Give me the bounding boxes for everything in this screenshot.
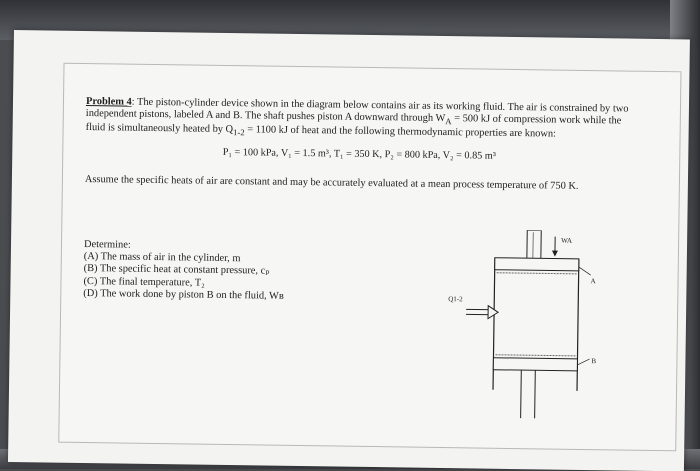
determine-item-b: (B) The specific heat at constant pressure, cₚ: [84, 263, 384, 279]
heat-label: Q1-2: [448, 295, 463, 303]
determine-title: Determine:: [84, 239, 384, 255]
problem-intro: : The piston-cylinder device shown in the diagram below contains air as its working fluid. The air is constrained by two independent pistons, labeled A and B. The shaft pushes piston A downward through W: [86, 97, 629, 124]
piston-b-gas-line: [496, 355, 576, 356]
problem-frame: [58, 63, 681, 452]
problem-text: [85, 96, 634, 193]
known-properties: P₁ = 100 kPa, V₁ = 1.5 m³, T₁ = 350 K, P₂ = 800 kPa, V₂ = 0.85 m³: [85, 145, 633, 164]
problem-paragraph: [86, 96, 635, 145]
problem-intro-c: = 1100 kJ of heat and the following thermodynamic properties are known:: [245, 124, 556, 139]
shaft-b-right: [535, 370, 536, 418]
assumption-text: Assume the specific heats of air are constant and may be accurately evaluated at a mean process temperature of 750 K.: [85, 174, 633, 193]
piston-b: [493, 358, 577, 371]
piston-a-gas-line: [497, 273, 577, 274]
determine-list: [83, 239, 384, 304]
piston-cylinder-diagram: [445, 229, 628, 421]
problem-intro-b: = 500 kJ of compression work while the fluid is simultaneously heated by Q: [86, 113, 622, 136]
shaft-a: [527, 230, 541, 260]
determine-item-c: (C) The final temperature, T₂: [83, 276, 383, 292]
q-subscript: 1-2: [233, 127, 245, 137]
label-b-leader: [577, 359, 589, 365]
paper-sheet: [8, 30, 690, 471]
determine-item-d: (D) The work done by piston B on the fluid, Wʙ: [83, 288, 383, 304]
label-a-leader: [579, 267, 591, 275]
shaft-b-left: [521, 370, 522, 418]
wa-subscript: A: [445, 116, 451, 126]
problem-heading: Problem 4: [86, 96, 132, 108]
heat-arrowhead: [488, 306, 498, 319]
label-b: B: [591, 357, 596, 365]
label-a: A: [590, 277, 595, 285]
wa-arrowhead: [552, 251, 558, 257]
determine-item-a: (A) The mass of air in the cylinder, m: [84, 251, 384, 267]
wa-label: WA: [561, 237, 572, 245]
piston-a: [495, 258, 579, 271]
